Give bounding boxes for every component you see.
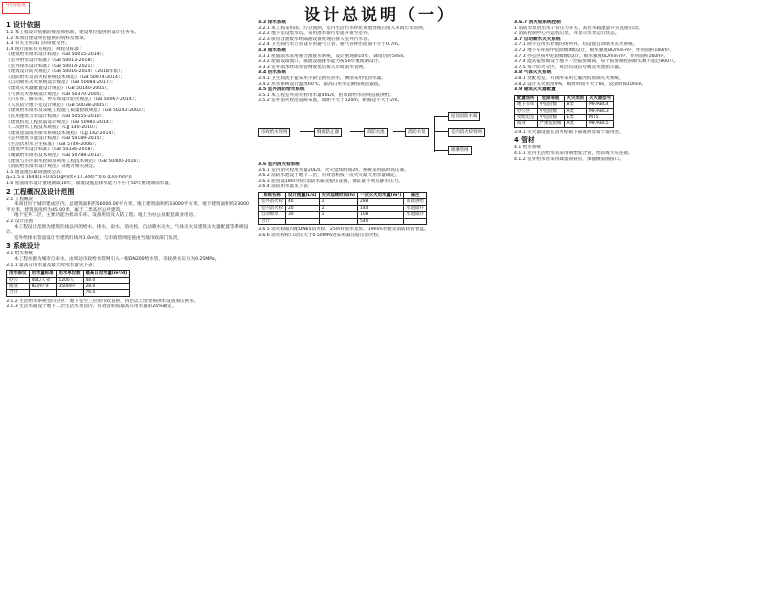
text-line: 3.2.3 厨房含油废水经隔油设备处理后排入室外污水管。	[258, 36, 373, 42]
diagram-box: 消防水池	[364, 128, 388, 137]
table-cell: E类	[564, 114, 587, 120]
table-cell: 办公	[7, 277, 30, 283]
text-line: 1 消防水泵由出水干管压力开关、高位水箱流量开关直接启动。	[514, 25, 643, 31]
text-line: 《汽车库、修车库、停车场设计防火规范》（GB 50067-2014）；	[6, 97, 139, 103]
text-line: 2 消防控制中心可远程启泵，并显示水泵运行状态。	[514, 31, 620, 37]
table-cell: 76.0	[83, 290, 130, 296]
section-heading: 3.6 室内消火栓系统	[258, 161, 300, 167]
text-line: 《建筑设计防火规范》（GB 50016-2014）（2018年版）；	[6, 69, 126, 75]
table-cell: MF/ABC4	[587, 102, 614, 108]
text-line: 4.1 给水系统	[514, 145, 542, 151]
water-demand-table	[6, 270, 130, 297]
text-line: 本工程水源为城市自来水，由周边市政给水管网引入一根DN200给水管，市政供水压力为0.25MPa。	[14, 256, 220, 262]
section-heading: 4 管材	[514, 136, 535, 145]
text-line: 《建筑给水排水设计标准》（GB 50015-2019）；	[6, 52, 107, 58]
table-cell: 2	[319, 199, 357, 205]
text-line: 3.6.1 室内消火栓用水量20L/s，火灾延续时间2h，系统采用临时高压制。	[258, 167, 409, 173]
text-line: 2.2 设计范围	[6, 219, 34, 224]
text-line: 3.4.2 热水系统设计温度60℃，最高日用水定额按规范取值。	[258, 81, 384, 87]
extinguisher-table	[514, 95, 614, 128]
text-line: 1.3 有关主管部门的审批文件。	[6, 41, 70, 47]
table-cell: 28.0	[83, 283, 130, 289]
section-heading: 3.7 自动喷水灭火系统	[514, 36, 561, 42]
section-heading: 3.9 建筑灭火器配置	[514, 87, 556, 93]
text-line: 《气体灭火系统设计规范》（GB 50370-2005）；	[6, 91, 107, 97]
column-header: 最高日用水量(m³/d)	[83, 271, 130, 277]
diagram-box: 室内消火栓管网	[448, 128, 485, 137]
table-cell: 商业	[7, 283, 30, 289]
diagram-line	[300, 131, 314, 132]
table-row	[515, 121, 614, 127]
section-heading: 3.6.7 消火栓系统控制	[514, 20, 561, 25]
diagram-box: 市政给水管网	[258, 128, 290, 137]
table-cell	[404, 218, 427, 224]
text-line: 《生活饮用水卫生标准》（GB 5749-2006）；	[6, 141, 99, 147]
column-header: 危险等级	[537, 95, 564, 101]
section-heading: 3.8 气体灭火系统	[514, 70, 552, 76]
section-heading: 2 工程概况及设计范围	[6, 187, 75, 196]
table-cell: 自动喷水	[259, 212, 286, 218]
table-cell: A类	[564, 108, 587, 114]
table-cell: 合计	[7, 290, 30, 296]
table-cell: 2	[319, 205, 357, 211]
diagram-box: 消防水泵	[405, 128, 429, 137]
table-cell: B类	[564, 102, 587, 108]
section-heading: 3.5 室外消防给水系统	[258, 87, 305, 93]
column-header: 备注	[404, 192, 427, 198]
page-title: 设计总说明（一）	[303, 5, 456, 24]
text-line: 《建筑中水设计标准》（GB 50336-2018）；	[6, 147, 98, 153]
text-line: 3.6.6 消火栓栓口动压大于0.50MPa处采用减压稳压消火栓。	[258, 232, 383, 238]
text-line: 3.7.5 每个防火分区、每层均设信号阀及水流指示器。	[514, 64, 624, 70]
text-line: 《二次供水工程技术规程》（CJJ 140-2010）；	[6, 125, 100, 131]
text-line: 《室外给水设计标准》（GB 50013-2018）；	[6, 57, 98, 63]
table-cell	[29, 290, 56, 296]
fire-water-flow-diagram	[258, 106, 506, 160]
table-cell: 办公区	[515, 108, 538, 114]
text-line: 1.1 本工程设计依据的规范和标准、建设单位提供的设计任务书。	[6, 30, 139, 35]
diagram-line	[434, 116, 448, 117]
table-cell: 48.0	[83, 277, 130, 283]
table-cell	[319, 218, 357, 224]
text-line: 《消防给水及消火栓系统技术规范》（GB 50974-2014）；	[6, 74, 125, 80]
diagram-line	[434, 131, 448, 132]
section-list-3	[514, 20, 756, 93]
text-line: 3.3.3 室外雨水经雨水管网收集后排入市政雨水管网。	[258, 64, 368, 70]
diagram-box: 喷淋管网	[448, 146, 472, 155]
table-cell: 20	[285, 205, 319, 211]
table-cell: 288	[358, 199, 404, 205]
text-line: 3.4.1 卫生间洗手盆采用小厨宝供应热水，淋浴采用电热水器。	[258, 75, 386, 81]
text-line: 1.2 本项目建设单位提供的资料及要求。	[6, 35, 89, 41]
column-header: 配置场所	[515, 95, 538, 101]
table-cell: 严重危险级	[537, 121, 564, 127]
company-logo: 中国建筑	[2, 2, 30, 14]
column-header: 设计流量(L/s)	[285, 192, 319, 198]
text-line: 3.7.3 办公区按中危险级I级设计，喷水强度6L/min·m²，作用面积160m²。	[514, 53, 669, 59]
section-list-1	[6, 21, 249, 268]
table-cell	[56, 290, 83, 296]
text-line: 《消防给水排水设计规范》及地方相关规定。	[6, 164, 98, 170]
table-cell: MT5	[587, 114, 614, 120]
table-cell: 室内消火栓	[259, 205, 286, 211]
text-line: 4.1.2 室外给水管采用球墨铸铁管，承插橡胶圈接口。	[514, 156, 624, 162]
table-cell: 水池储存	[404, 205, 427, 211]
text-line: 3.7.1 除不宜用水扑救的场所外，均设置自动喷水灭火系统。	[514, 42, 638, 48]
text-line: 3.6.2 消防水池设于地下二层，有效容积按一次火灾最大用水量确定。	[258, 173, 400, 179]
table-cell: 市政供给	[404, 199, 427, 205]
text-line: 《自动喷水灭火系统设计规范》（GB 50084-2017）；	[6, 80, 116, 86]
text-line: 3.9.1 灭火器设置在消火栓箱下部或明显易于取用处。	[514, 129, 624, 135]
text-line: 4.1.1 室内生活给水管采用钢塑复合管，丝扣或卡压连接。	[514, 150, 633, 156]
text-line: 3.6.5 消火栓箱内配DN65消火栓、25m衬胶水龙带、19mm水枪及消防软管卷盘。	[258, 226, 429, 232]
text-line: 3.3.1 屋面雨水采用重力流排水系统，设计重现期10年，降雨历时5min。	[258, 53, 409, 59]
column-1	[6, 20, 249, 585]
section-heading: 3.4 热水系统	[258, 70, 287, 76]
text-line: 3.5.2 室外消火栓沿道路布置，间距不大于120m，距路边不大于2m。	[258, 98, 403, 104]
table-cell: A类	[564, 121, 587, 127]
text-line: 《民用建筑节水设计标准》（GB 50555-2010）；	[6, 113, 107, 119]
text-line: 3.1.3 生活水箱设于地下二层生活水泵房内，有效容积按最高日用水量的25%确定。	[6, 304, 177, 310]
table-cell: 商业	[515, 121, 538, 127]
column-header: 系统名称	[259, 192, 286, 198]
text-line: 3.6.4 消防用水量见下表：	[258, 184, 313, 190]
text-line: 《建筑灭火器配置设计规范》（GB 50140-2005）；	[6, 85, 112, 91]
section-list-1b	[6, 299, 249, 310]
text-line: 3.2.4 卫生间污水立管设专用通气立管，通气管伸出屋面不小于0.7m。	[258, 42, 403, 48]
table-cell: 1200人	[56, 277, 83, 283]
column-header: 火灾类别	[564, 95, 587, 101]
column-3	[514, 20, 756, 585]
table-cell: 108	[358, 212, 404, 218]
text-line: 《建筑机电工程抗震设计规范》（GB 50981-2014）；	[6, 119, 116, 125]
table-cell: MF/ABC3	[587, 108, 614, 114]
text-line: 《建筑屋面雨水排水系统技术规程》（CJJ 142-2014）；	[6, 130, 119, 136]
text-line: 2.1 工程概况	[6, 196, 34, 202]
text-line: 3.1.1 最高日用水量及最大时用水量见下表：	[6, 262, 98, 268]
section-list-2c	[258, 227, 506, 238]
text-line: 3.3.2 屋面设溢流口，溢流设施排水能力按50年重现期设计。	[258, 59, 383, 65]
diagram-line	[393, 131, 405, 132]
table-cell: 中危险级	[537, 114, 564, 120]
diagram-line	[434, 116, 435, 152]
diagram-line	[350, 131, 364, 132]
table-row	[7, 290, 130, 296]
text-line: 《室外排水设计标准》（GB 50014-2021）；	[6, 63, 98, 69]
text-line: 3.7.2 地下车库按中危险级II级设计，喷水强度8L/min·m²，作用面积160m²。	[514, 47, 675, 53]
section-heading: 3 系统设计	[6, 242, 41, 251]
text-line: 3.2.2 地下室设集水坑，采用潜水排污泵提升排至室外。	[258, 31, 373, 37]
text-line: q=1.5 x 1644(1+0.651lgP)/(t+17.344)^0.6 (L/(s·hm²))	[6, 175, 132, 181]
section-heading: 3.3 雨水系统	[258, 47, 287, 53]
table-header-row	[7, 271, 130, 277]
text-line: 3.7.4 湿式报警阀设于地下一层报警阀间，每个报警阀控制喷头数不超过800只。	[514, 59, 679, 65]
table-cell: 40	[285, 199, 319, 205]
text-line: 3.5.1 本工程室外消火栓用水量40L/s，由市政给水管网直接供给。	[258, 92, 394, 98]
column-header: 用水单位数	[56, 271, 83, 277]
text-line: 本工程设计范围为建筑红线以内的给水、排水、雨水、消火栓、自动喷水灭火、气体灭火及建筑灭火器配置等系统设计。	[6, 224, 249, 236]
table-cell: 1	[319, 212, 357, 218]
table-cell: MF/ABC5	[587, 121, 614, 127]
table-cell: 144	[358, 205, 404, 211]
table-cell: 中危险级	[537, 108, 564, 114]
text-line: 3.8.2 设计灭火浓度9%，喷放时间不大于8s，浸渍时间10min。	[514, 81, 647, 87]
text-line: 3.6.3 屋顶设18m³高位消防水箱及稳压设备，保证最不利点静水压力。	[258, 178, 403, 184]
text-line: 《建筑与小区雨水控制及利用工程技术规范》（GB 50400-2016）；	[6, 158, 144, 164]
section-heading: 1 设计依据	[6, 21, 41, 29]
text-line: 室外给排水管道设计至建筑红线外1.0m处，与市政管网连接由当地市政部门负责。	[14, 235, 182, 241]
section-list-2b	[258, 162, 506, 190]
table-cell: 合计	[259, 218, 286, 224]
column-header: 用水部位	[7, 271, 30, 277]
text-line: 《城镇给水排水技术规范》（GB 50788-2012）；	[6, 153, 107, 159]
section-list-3b	[514, 130, 756, 162]
column-header: 灭火器型号	[587, 95, 614, 101]
text-line: 3.8.1 变配电室、开闭所采用七氟丙烷预制灭火系统。	[514, 75, 624, 81]
table-cell: 40L/人·d	[29, 277, 56, 283]
text-line: 《建筑给水排水及采暖工程施工质量验收规范》（GB 50242-2002）；	[6, 108, 148, 114]
table-cell: 地下车库	[515, 102, 538, 108]
column-header: 一次灭火用水量(m³)	[358, 192, 404, 198]
text-line: 1.6 屋面雨水设计重现期取10年，溢流设施总排水能力不小于50年重现期雨水量。	[6, 181, 174, 187]
text-line: 3.1 给水系统	[6, 251, 34, 257]
fire-water-table	[258, 192, 427, 225]
diagram-line	[434, 150, 448, 151]
text-line: 《公共建筑节能设计标准》（GB 50189-2015）；	[6, 136, 107, 142]
table-cell: 室外消火栓	[259, 199, 286, 205]
text-line: 3.2.1 本工程采用雨、污分流制，室内生活污水经化粪池处理后排入市政污水管网。	[258, 25, 428, 31]
table-row	[259, 218, 427, 224]
table-cell: 540	[358, 218, 404, 224]
column-2	[258, 20, 506, 585]
column-header: 用水量标准	[29, 271, 56, 277]
text-line: 3.1.2 生活给水系统竖向分区：地下室至三层由市政直供，四层以上由变频供水设备加压供水。	[6, 298, 199, 304]
table-cell: 8L/m²·d	[29, 283, 56, 289]
text-line: 本项目位于城市建成区内，总建筑面积约56000.00平方米，地上建筑面积约33000平方米，地下建筑面积约23000平方米。建筑高度约为45.00米，属于二类高层公共建筑。	[6, 202, 249, 213]
text-line: 1.5 建设地点暴雨强度公式：	[6, 169, 66, 175]
text-line: 《人民防空地下室设计规范》（GB 50038-2005）；	[6, 102, 112, 108]
table-cell: 水池储存	[404, 212, 427, 218]
table-cell: 变配电室	[515, 114, 538, 120]
diagram-box: 屋顶消防水箱	[448, 112, 480, 121]
section-heading: 3.2 排水系统	[258, 20, 287, 25]
table-cell: 30	[285, 212, 319, 218]
column-header: 火灾延续时间(h)	[319, 192, 357, 198]
diagram-box: 倒流防止器	[314, 128, 342, 137]
table-cell: 3500m²	[56, 283, 83, 289]
text-line: 地下室共二层，主要功能为机动车库、设备用房及人防工程；地上为办公及配套商业用房。	[14, 213, 198, 219]
table-cell: 中危险级	[537, 102, 564, 108]
section-list-2	[258, 20, 506, 104]
table-cell	[285, 218, 319, 224]
text-line: 1.4 现行国家有关规范、规程及标准：	[6, 46, 84, 52]
